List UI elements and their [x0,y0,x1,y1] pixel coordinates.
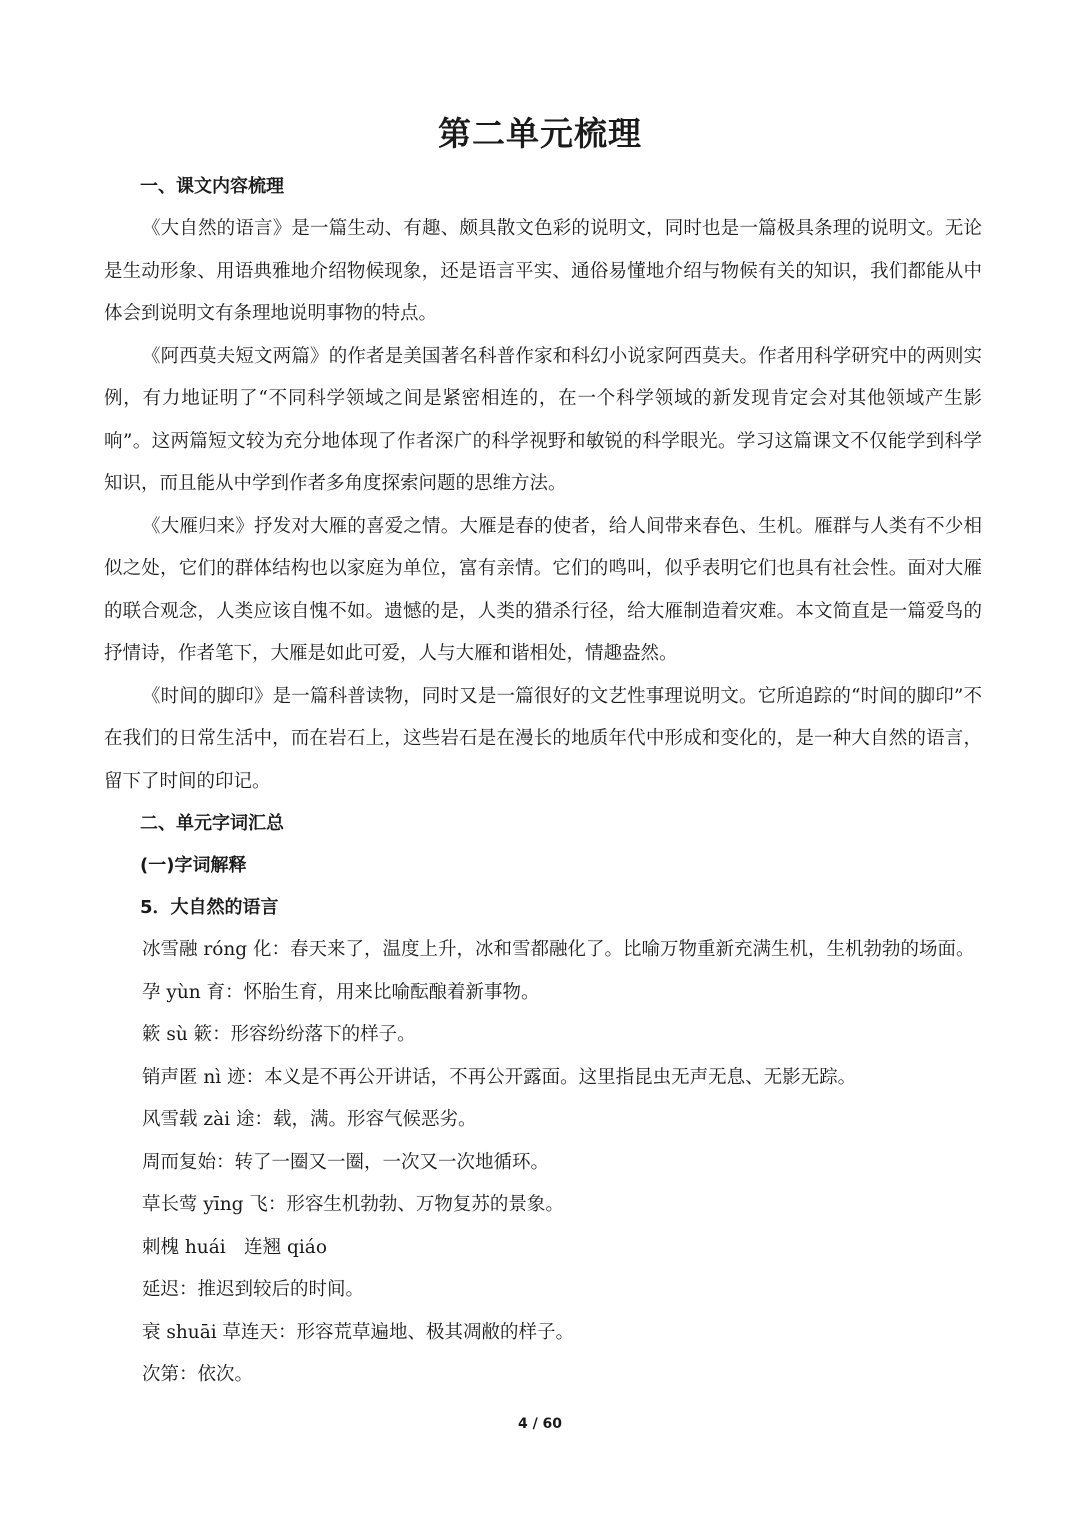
vocab-entry: 刺槐 huái 连翘 qiáo [142,1236,327,1258]
vocab-entry: 销声匿 nì 迹：本义是不再公开讲话，不再公开露面。这里指昆虫无声无息、无影无踪。 [142,1066,857,1088]
vocab-entry: 簌 sù 簌：形容纷纷落下的样子。 [142,1024,416,1045]
section-heading: 二、单元字词汇总 [140,813,284,834]
vocab-entry: 风雪载 zài 途：载，满。形容气候恶劣。 [142,1109,477,1130]
paragraph: 《大雁归来》抒发对大雁的喜爱之情。大雁是春的使者，给人间带来春色、生机。雁群与人类有不少相似之处，它们的群体结构也以家庭为单位，富有亲情。它们的鸣叫，似乎表明它们也具有社会性。面对大雁的联合观念，人类应该自愧不如。遗憾的是，人类的猎杀行径，给大雁制造着灾难。本文简直是一篇爱鸟的抒情诗，作者笔下，大雁是如此可爱，人与大雁和谐相处，情趣盎然。 [104,515,982,664]
paragraph: 《阿西莫夫短文两篇》的作者是美国著名科普作家和科幻小说家阿西莫夫。作者用科学研究中的两则实例，有力地证明了“不同科学领域之间是紧密相连的，在一个科学领域的新发现肯定会对其他领域产生影响”。这两篇短文较为充分地体现了作者深广的科学视野和敏锐的科学眼光。学习这篇课文不仅能学到科学知识，而且能从中学到作者多角度探索问题的思维方法。 [104,345,982,494]
page-content [104,166,982,1397]
page-number: 4 / 60 [517,1416,563,1432]
vocab-entry: 延迟：推迟到较后的时间。 [142,1279,365,1300]
vocab-entry: 次第：依次。 [142,1364,254,1385]
vocab-entry: 衰 shuāi 草连天：形容荒草遍地、极其凋敝的样子。 [142,1321,575,1343]
section-heading: 一、课文内容梳理 [140,176,284,197]
vocab-entry: 冰雪融 róng 化：春天来了，温度上升，冰和雪都融化了。比喻万物重新充满生机，生机勃勃的场面。 [142,939,975,960]
paragraph: 《时间的脚印》是一篇科普读物，同时又是一篇很好的文艺性事理说明文。它所追踪的“时间的脚印”不在我们的日常生活中，而在岩石上，这些岩石是在漫长的地质年代中形成和变化的，是一种大自然的语言，留下了时间的印记。 [104,685,982,792]
paragraph: 《大自然的语言》是一篇生动、有趣、颇具散文色彩的说明文，同时也是一篇极具条理的说明文。无论是生动形象、用语典雅地介绍物候现象，还是语言平实、通俗易懂地介绍与物候有关的知识，我们都能从中体会到说明文有条理地说明事物的特点。 [104,218,982,324]
vocab-entry: 周而复始：转了一圈又一圈，一次又一次地循环。 [142,1151,550,1173]
subsection-heading: (一)字词解释 [140,855,247,876]
page-title: 第二单元梳理 [438,114,642,153]
vocab-entry: 草长莺 yīng 飞：形容生机勃勃、万物复苏的景象。 [142,1194,564,1215]
lesson-heading: 5．大自然的语言 [140,897,279,918]
vocab-entry: 孕 yùn 育：怀胎生育，用来比喻酝酿着新事物。 [142,981,540,1003]
